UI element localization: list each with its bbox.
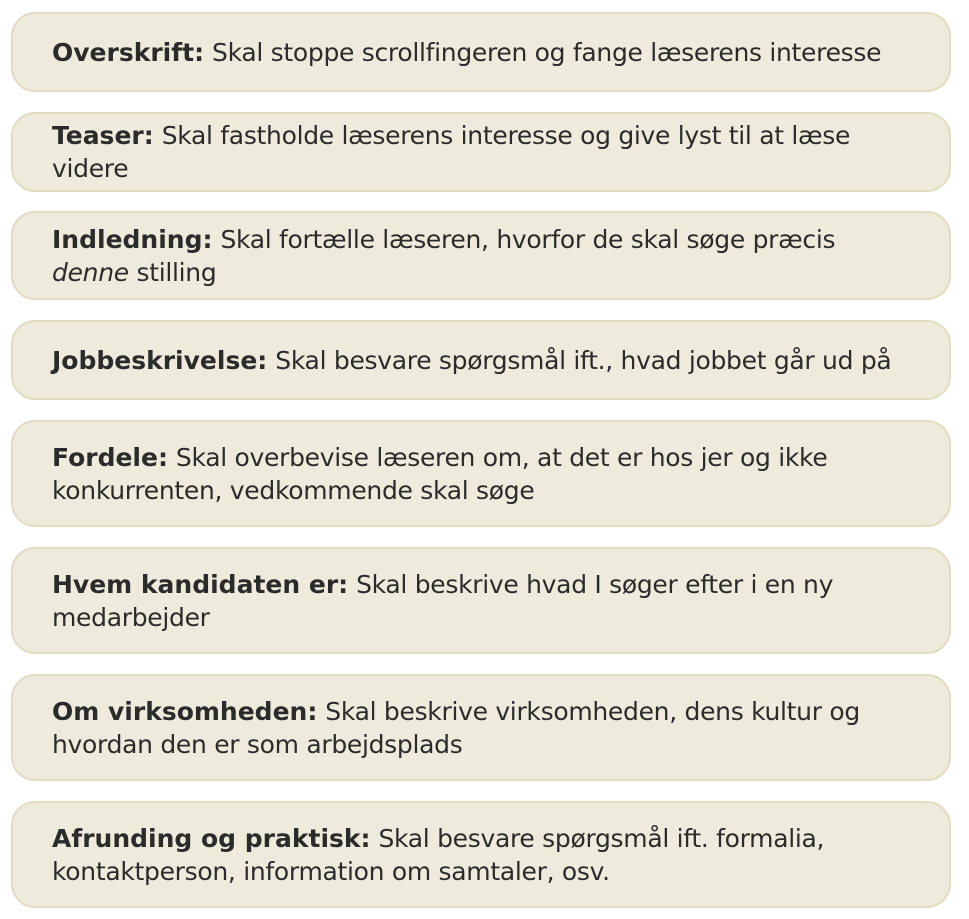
box-overskrift bbox=[11, 12, 951, 92]
box-afrunding-og-praktisk bbox=[11, 801, 951, 908]
item-label: Indledning: bbox=[52, 224, 213, 254]
item-description: Skal beskrive virksomheden, dens kultur og hvordan den er som arbejdsplads bbox=[52, 696, 860, 759]
box-hvem-kandidaten-er bbox=[11, 547, 951, 654]
box-teaser bbox=[11, 112, 951, 192]
item-description-part: Skal fortælle læseren, hvorfor de skal søge præcis bbox=[220, 224, 836, 254]
box-jobbeskrivelse bbox=[11, 320, 951, 400]
item-description: Skal fastholde læserens interesse og give lyst til at læse videre bbox=[52, 121, 851, 183]
box-om-virksomheden bbox=[11, 674, 951, 781]
item-label: Fordele: bbox=[52, 442, 168, 472]
item-label: Afrunding og praktisk: bbox=[52, 823, 371, 853]
item-label: Overskrift: bbox=[52, 37, 205, 67]
item-label: Teaser: bbox=[52, 121, 154, 150]
item-label: Om virksomheden: bbox=[52, 696, 318, 726]
item-label: Jobbeskrivelse: bbox=[52, 345, 268, 375]
box-indledning bbox=[11, 211, 951, 300]
box-fordele bbox=[11, 420, 951, 527]
item-description: Skal besvare spørgsmål ift. formalia, kontaktperson, information om samtaler, osv. bbox=[52, 823, 825, 886]
item-description: Skal overbevise læseren om, at det er hos jer og ikke konkurrenten, vedkommende skal søge bbox=[52, 442, 828, 505]
item-description-emphasis: denne bbox=[52, 257, 129, 287]
item-label: Hvem kandidaten er: bbox=[52, 569, 349, 599]
item-description: Skal stoppe scrollfingeren og fange læserens interesse bbox=[212, 37, 882, 67]
item-description: Skal besvare spørgsmål ift., hvad jobbet går ud på bbox=[275, 345, 892, 375]
item-description-part: stilling bbox=[136, 257, 217, 287]
item-description: Skal beskrive hvad I søger efter i en ny medarbejder bbox=[52, 569, 834, 632]
